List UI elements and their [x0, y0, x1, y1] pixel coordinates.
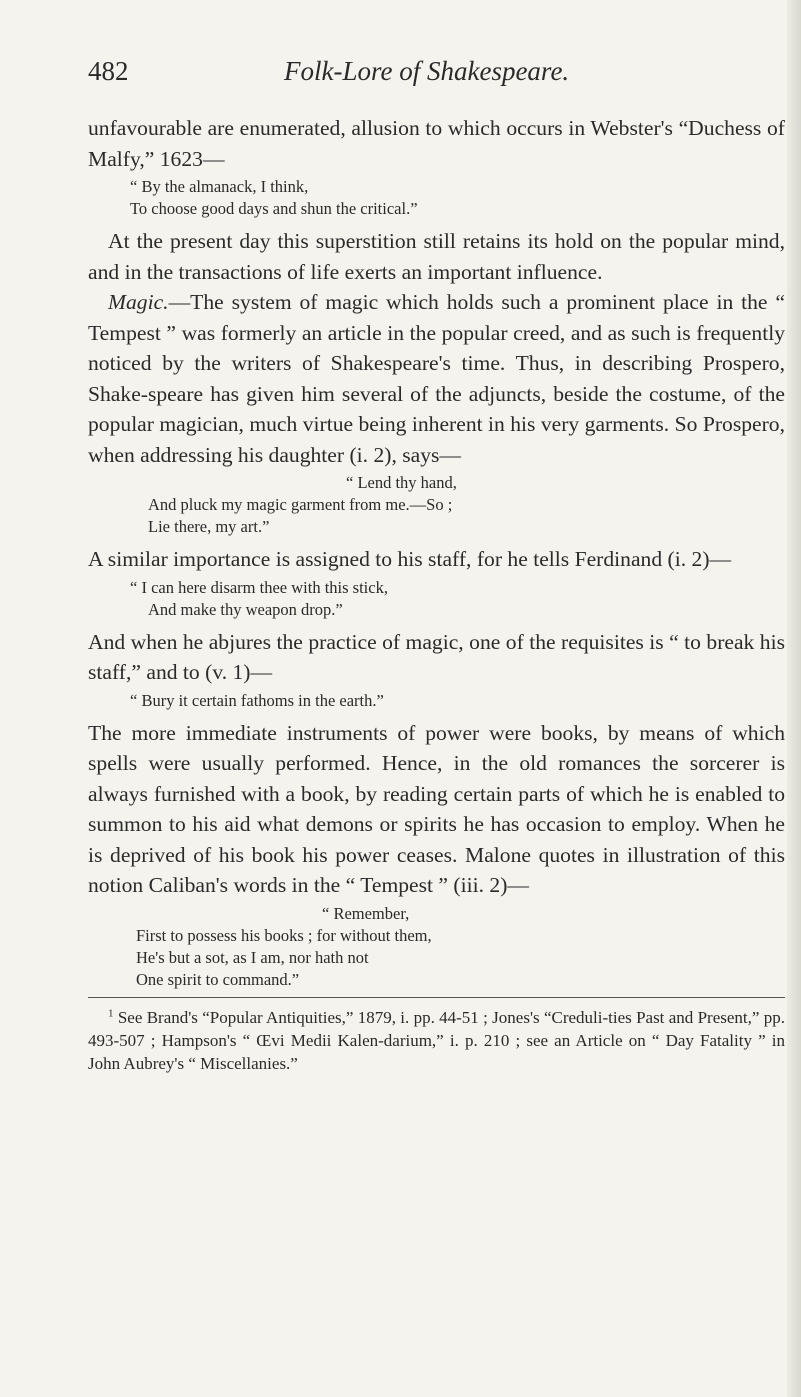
quote-line: “ I can here disarm thee with this stick, — [130, 577, 388, 597]
quote-line: First to possess his books ; for without them, — [136, 925, 432, 945]
footnote-text: See Brand's “Popular Antiquities,” 1879, i. pp. 44-51 ; Jones's “Creduli-ties Past and Present,” pp. 493-507 ; Hampson's “ Œvi Medii Kalen-darium,” i. p. 210 ; see an Article on “ Day Fatality ” in John Aubrey's “ Miscellanies.” — [88, 1007, 785, 1073]
paragraph-abjure: And when he abjures the practice of magic, one of the requisites is “ to break his staff,” and to (v. 1)— — [88, 629, 785, 684]
paragraph-text: —The system of magic which holds such a prominent place in the “ Tempest ” was formerly an article in the popular creed, and as such is frequently noticed by the writers of Shakespeare's time. Thus, in describing Prospero, Shake-speare has given him several of the adjuncts, beside the costume, of the popular magician, much virtue being inherent in his very garments. So Prospero, when addressing his daughter (i. 2), says— — [88, 290, 785, 467]
paragraph-magic — [88, 287, 785, 470]
quote-line: “ Bury it certain fathoms in the earth.” — [130, 690, 384, 710]
quote-line: “ Lend thy hand, — [346, 473, 457, 492]
page-header — [88, 56, 788, 100]
quote-line: And make thy weapon drop.” — [148, 599, 343, 619]
quote-line: And pluck my magic garment from me.—So ; — [148, 495, 453, 514]
quote-line: Lie there, my art.” — [148, 517, 270, 536]
page-edge — [787, 0, 801, 1397]
footnote-rule — [88, 997, 785, 998]
quote-garment — [88, 472, 785, 538]
running-title: Folk-Lore of Shakespeare. — [284, 56, 570, 86]
quote-line: He's but a sot, as I am, nor hath not — [136, 947, 369, 967]
section-lead: Magic. — [108, 290, 169, 314]
quote-remember — [88, 903, 785, 991]
footnote-marker: 1 — [108, 1006, 114, 1019]
quote-line: “ Remember, — [322, 903, 410, 923]
quote-line: One spirit to command.” — [136, 969, 300, 989]
page-body — [88, 113, 785, 1075]
paragraph-superstition: At the present day this superstition still retains its hold on the popular mind, and in the transactions of life exerts an important influence. — [88, 229, 785, 284]
page-number: 482 — [88, 56, 129, 86]
paragraph-books: The more immediate instruments of power were books, by means of which spells were usually performed. Hence, in the old romances the sorcerer is always furnished with a book, by reading certain parts of which he is enabled to summon to his aid what demons or spirits he has occasion to employ. When he is deprived of his book his power ceases. Malone quotes in illustration of this notion Caliban's words in the “ Tempest ” (iii. 2)— — [88, 720, 785, 897]
quote-disarm — [88, 577, 785, 621]
quote-bury — [88, 690, 785, 712]
quote-line: To choose good days and shun the critical.” — [130, 199, 418, 218]
footnote — [88, 1006, 785, 1075]
quote-line: “ By the almanack, I think, — [130, 177, 309, 196]
paragraph-continuation: unfavourable are enumerated, allusion to which occurs in Webster's “Duchess of Malfy,” 1623— — [88, 116, 785, 171]
quote-webster — [88, 176, 785, 220]
paragraph-staff: A similar importance is assigned to his staff, for he tells Ferdinand (i. 2)— — [88, 547, 732, 571]
